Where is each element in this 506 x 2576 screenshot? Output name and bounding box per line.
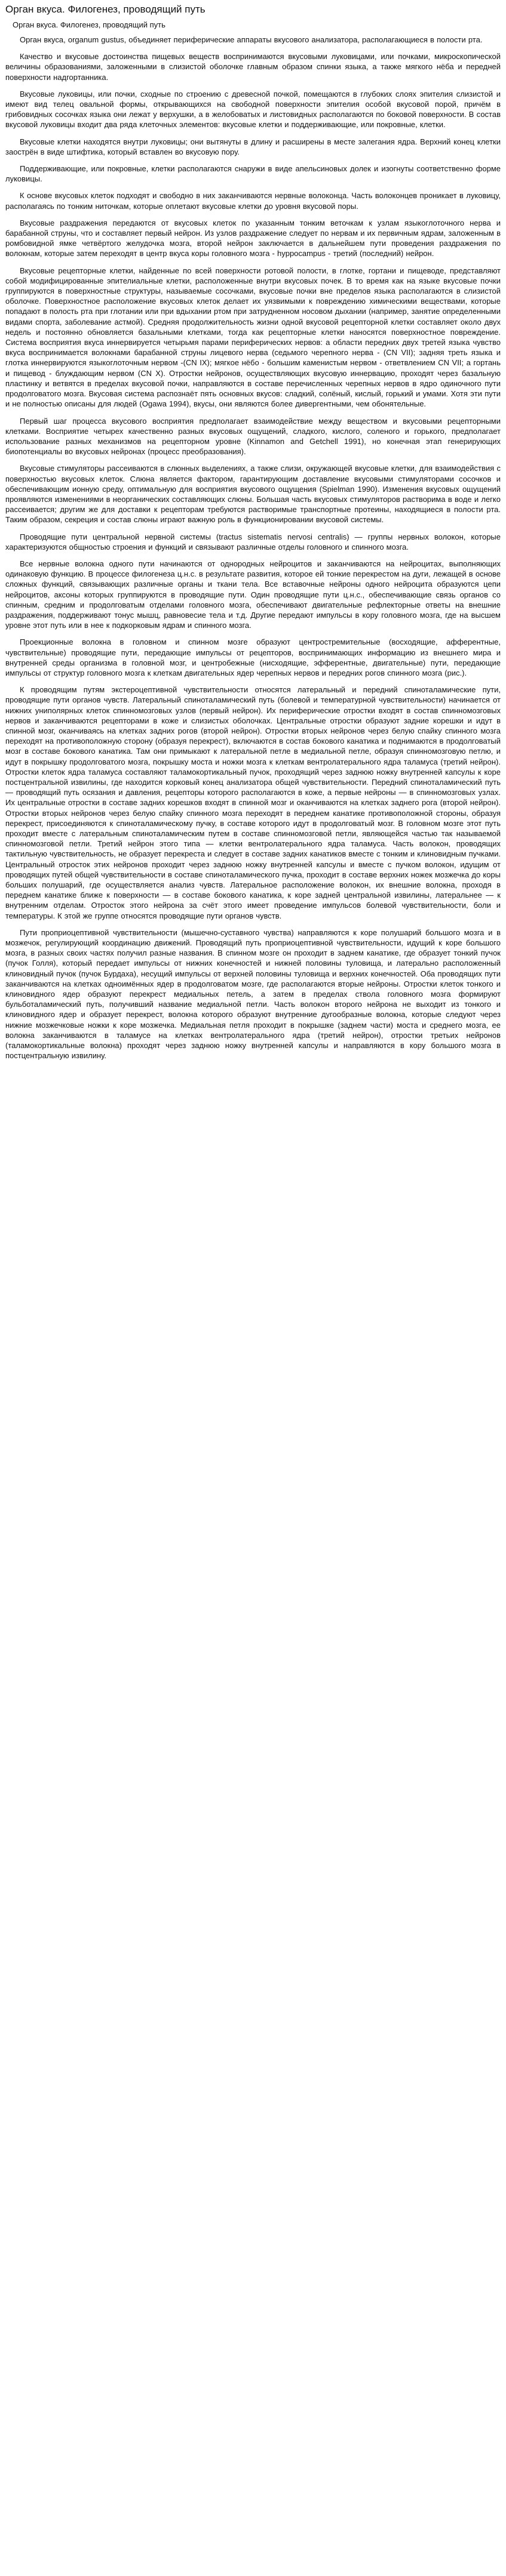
paragraph: Вкусовые раздражения передаются от вкусовых клеток по указанным тонким веточкам к узлам языкоглоточного нерва и барабанной струны, что и составляет первый нейрон. Из узлов раздражение следует по нервам и их первичным ядрам, заложенным в ромбовидной ямке четвёртого желудочка мозга, второй нейрон заключается в дальнейшем пути проведения раздражения по волокнам, которые затем переходят в центр вкуса коры головного мозга - hyppocampus - третий (последний) нейрон. xyxy=(5,218,501,258)
paragraph: Качество и вкусовые достоинства пищевых веществ воспринимаются вкусовыми луковицами, или почками, микроскопической величины образованиями, заложенными в слизистой оболочке главным образом спинки языка, а также мягкого нёба и передней поверхности надгортанника. xyxy=(5,52,501,82)
paragraph: Вкусовые рецепторные клетки, найденные по всей поверхности ротовой полости, в глотке, гортани и пищеводе, представляют собой модифицированные эпителиальные клетки, расположенные внутри вкусовых почек. В то время как на языке вкусовые почки группируются в поверхностные структуры, называемые сосочками, вкусовые почки вне пределов языка располагаются в слизистой оболочке. Поверхностное расположение вкусовых клеток делает их уязвимыми к повреждению химическими веществами, которые попадают в полость рта при глотании или при вдыхании ртом при затрудненном носовом дыхании (например, занятие определенными видами спорта, заболевание астмой). Средняя продолжительность жизни одной вкусовой рецепторной клетки составляет около двух недель и постоянно обновляется базальными клетками, тогда как рецепторные клетки наносятся поверхностное повреждение. Система восприятия вкуса иннервируется четырьмя парами периферических нервов: а области передних двух третей языка чувство вкуса воспринимается волокнами барабанной струны лицевого нерва (седьмого черепного нерва - (CN VII); задняя треть языка и глотка иннервируются языкоглоточным нервом -(CN IX); мягкое нёбо - большим каменистым нервом - ответвлением CN VII; а гортань и пищевод - блуждающим нервом (CN X). Отростки нейронов, осуществляющих вкусовую иннервацию, проходят через базальную пластинку и ветвятся в пределах вкусовой почки, направляются в составе перечисленных черепных нервов в ядро одиночного пути продолговатого мозга. Вкусовая система распознаёт пять основных вкусов: сладкий, солёный, кислый, горький и умами. Хотя эти пути и не полностью описаны для людей (Ogawa 1994), вкусы, они являются более дивергентными, чем обонятельные. xyxy=(5,266,501,409)
paragraph: Вкусовые стимуляторы рассеиваются в слюнных выделениях, а также слизи, окружающей вкусовые клетки, для взаимодействия с поверхностью вкусовых клеток. Слюна является фактором, гарантирующим доставление вкусовыми стимуляторами сосочков и обеспечивающим ионную среду, оптимальную для восприятия вкусового ощущения (Spielman 1990). Изменения вкусовых ощущений проявляются изменениями в неорганических составляющих слюны. Большая часть вкусовых стимуляторов растворима в воде и легко рассеивается; другим же для доставки к рецепторам требуются растворимые транспортные протеины, находящиеся в полости рта. Таким образом, секреция и состав слюны играют важную роль в функционировании вкусовой системы. xyxy=(5,464,501,525)
paragraph: Орган вкуса, organum gustus, объединяет периферические аппараты вкусового анализатора, располагающиеся в полости рта. xyxy=(20,35,483,44)
paragraph: Поддерживающие, или покровные, клетки располагаются снаружи в виде апельсиновых долек и изогнуты соответственно форме луковицы. xyxy=(5,164,501,184)
paragraph: К проводящим путям экстероцептивной чувствительности относятся латеральный и передний спиноталамические пути, проводящие пути органов чувств. Латеральный спиноталамический путь (болевой и температурной чувствительности) начинается от нижних униполярных клеток спинномозговых узлов (первый нейрон). Их периферические отростки входят в состав спинномозговых нервов и заканчиваются рецепторами в коже и слизистых оболочках. Центральные отростки образуют задние корешки и идут в спинной мозг, оканчиваясь на клетках задних рогов (второй нейрон). Отростки вторых нейронов через белую спайку спинного мозга переходят на противоположную сторону (образуя перекрест), включаются в состав бокового канатика и поднимаются в продолговатый мозг в составе бокового канатика. Там они примыкают к латеральной петле в медиальной петле, образуя спинномозговую петлю, и идут в покрышку продолговатого мозга, покрышку моста и ножки мозга к клеткам вентролатерального ядра таламуса (третий нейрон). Отростки клеток ядра таламуса составляют таламокортикальный пучок, проходящий через заднюю ножку внутренней капсулы к коре постцентральной извилины, где находится корковый конец анализатора общей чувствительности. Передний спиноталамический путь — проводящий путь осязания и давления, рецепторы которого располагаются в коже, а первые нейроны — в спинномозговых узлах. Их центральные отростки в составе задних корешков входят в спинной мозг и оканчиваются на клетках заднего рога (второй нейрон). Отростки вторых нейронов через белую спайку спинного мозга переходят в переднем канатике противоположной стороны, образуя перекрест, присоединяются к спиноталамическому пучку, в составе которого идут в продолговатый мозг. В головном мозге этот путь проходит вместе с латеральным спиноталамическим путем в составе спинномозговой петли, являющейся частью так называемой спинномозговой петли. Третий нейрон этого типа — клетки вентролатерального ядра таламуса. Часть волокон, проводящих тактильную чувствительность, не образует перекреста и следует в составе задних канатиков вместе с тонким и клиновидным пучками. Центральный отросток этих нейронов проходит через заднюю ножку внутренней капсулы и вместе с пучком волокон, идущим от проводящих путей общей чувствительности в составе спиноталамического пучка, проходит в составе верхних ножек мозжечка до коры больших полушарий, где осуществляется анализ чувств. Латеральное расположение волокон, их внешние волокна, проходя в переднем канатике ближе к поверхности — в составе бокового канатика, к коре задней центральной извилины, латеральнее — к внутренним отделам. Отросток этого нейрона за счёт этого имеет проведение импульсов болевой чувствительности, боли и температуры. К этой же группе относятся проводящие пути органов чувств. xyxy=(5,685,501,920)
page-title: Орган вкуса. Филогенез, проводящий путь xyxy=(5,4,206,15)
paragraph: Вкусовые клетки находятся внутри луковицы; они вытянуты в длину и расширены в месте залегания ядра. Верхний конец клетки заострён в виде штифтика, который вставлен во вкусовую пору. xyxy=(5,137,501,156)
paragraph: Проводящие пути центральной нервной системы (tractus sistematis nervosi centralis) — группы нервных волокон, которые характеризуются общностью строения и функций и связывают различные отделы головного и спинного мозга. xyxy=(5,532,501,551)
page-subtitle: Орган вкуса. Филогенез, проводящий путь xyxy=(13,20,165,29)
article-body xyxy=(5,35,501,1061)
document-page xyxy=(0,0,506,1079)
paragraph: Пути проприоцептивной чувствительности (мышечно-суставного чувства) направляются к коре полушарий большого мозга и в мозжечок, регулирующий координацию движений. Проводящий путь проприоцептивной чувствительности, идущий к коре большого мозга, в разных своих частях получил разные названия. В спинном мозге он проходит в заднем канатике, где образует тонкий пучок (пучок Голля), который передает импульсы от нижних конечностей и нижней половины туловища, и латерально расположенный клиновидный пучок (пучок Бурдаха), несущий импульсы от верхней половины туловища и верхних конечностей. Оба проводящих пути заканчиваются на клетках одноимённых ядер в продолговатом мозге, где располагаются вторые нейроны. Отростки клеток тонкого и клиновидного ядер образуют перекрест медиальных петель, а затем в пределах ствола головного мозга формируют бульботаламический путь, получивший название медиальной петли. Часть волокон второго нейрона не выходит из тонкого и клиновидного ядер и образует перекрест, волокна которого образуют внутренние дугообразные волокна, которые следуют через нижние мозжечковые ножки к коре мозжечка. Медиальная петля проходит в покрышке (заднем части) моста и среднего мозга, ее волокна заканчиваются в таламусе на клетках вентролатерального ядра (третий нейрон), отростки третьих нейронов (таламокортикальные волокна) проходят через заднюю ножку внутренней капсулы и направляются в кору большого мозга в постцентральную извилину. xyxy=(5,928,501,1061)
paragraph: Проекционные волокна в головном и спинном мозге образуют центростремительные (восходящие, афферентные, чувствительные) проводящие пути, передающие импульсы от рецепторов, воспринимающих информацию из внешнего мира и внутренней среды организма в головной мозг, и центробежные (нисходящие, эфферентные, двигательные) пути, передающие импульсы от структур головного мозга к клеткам двигательных ядер черепных нервов и передних рогов спинного мозга (рис.). xyxy=(5,637,501,677)
paragraph: К основе вкусовых клеток подходят и свободно в них заканчиваются нервные волоконца. Часть волоконцев проникает в луковицу, располагаясь по тонким ниточкам, которые оплетают вкусовые клетки до уровня вкусовой поры. xyxy=(5,191,501,211)
paragraph: Вкусовые луковицы, или почки, сходные по строению с древесной почкой, помещаются в глубоких слоях эпителия слизистой и имеют вид телец овальной формы, открывающихся на свободной поверхности эпителия особой вкусовой порой, причём в грибовидных сосочках языка они лежат у верхушки, а в желобоватых и листовидных располагаются по боковой поверхности. В состав вкусовой луковицы входит два ряда клеточных элементов: вкусовые клетки и поддерживающие, или покровные, клетки. xyxy=(5,89,501,130)
paragraph: Все нервные волокна одного пути начинаются от однородных нейроцитов и заканчиваются на нейроцитах, выполняющих одинаковую функцию. В процессе филогенеза ц.н.с. в результате развития, которое ей тонкие перекрестом на дуги, лежащей в основе сложных функций, связывающих различные органы и ткани тела. Все вставочные нейроны одного нейроцита образуются цепи нейроцитов, аксоны которых группируются в проводящие пути. Один проводящие пути ц.н.с., обеспечивающие связь органов со спинным, средним и продолговатым отделами головного мозга, обеспечивают двигательные рефлекторные ответы на внешние раздражения, поддерживают тонус мышц, равновесие тела и т.д. Другие передают импульсы в кору головного мозга, где на высшем уровне этот путь или в нее к подкорковым ядрам и спинного мозга. xyxy=(5,559,501,630)
paragraph: Первый шаг процесса вкусового восприятия предполагает взаимодействие между веществом и вкусовыми рецепторными клетками. Восприятие четырех качественно разных вкусовых ощущений, сладкого, кислого, соленого и горького, предполагает использование разных механизмов на рецепторном уровне (Kinnamon and Getchell 1991), но конечная этап генерирующих биопотенциалы во вкусовых нейронах (процесс преобразования). xyxy=(5,416,501,457)
